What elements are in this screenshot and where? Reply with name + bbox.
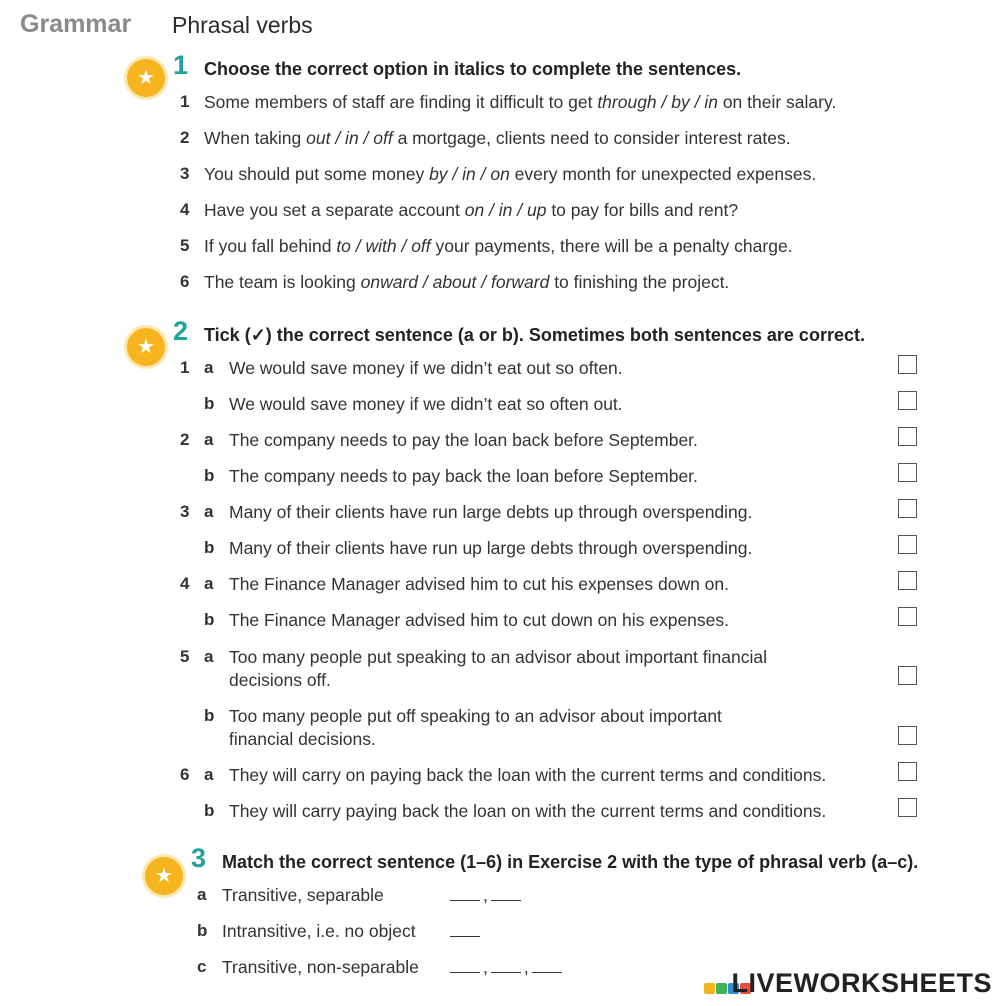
sentence: The Finance Manager advised him to cut down on his expenses. — [229, 610, 730, 630]
sentence-start: If you fall behind — [204, 236, 337, 256]
option-letter: a — [204, 358, 214, 377]
option-letter: b — [204, 610, 215, 629]
sentence-end: on their salary. — [717, 92, 837, 112]
option-letter: b — [204, 706, 215, 725]
italic-options[interactable]: out / in / off — [306, 128, 393, 148]
option-letter: b — [204, 394, 215, 413]
italic-options[interactable]: by / in / on — [429, 164, 510, 184]
exercise-2-number: 2 — [173, 316, 189, 346]
sentence-continued: financial decisions. — [229, 729, 376, 749]
sentence: The company needs to pay back the loan before September. — [229, 466, 698, 486]
type-label: Transitive, separable — [222, 885, 384, 905]
star-icon: ★ — [127, 59, 165, 97]
italic-options[interactable]: through / by / in — [597, 92, 718, 112]
answer-blank[interactable] — [450, 936, 480, 937]
item-number: 1 — [180, 358, 190, 377]
sentence-end: your payments, there will be a penalty charge. — [430, 236, 793, 256]
sentence: Too many people put off speaking to an advisor about important — [229, 706, 722, 726]
separator: , — [483, 885, 488, 905]
tick-checkbox[interactable] — [898, 798, 917, 817]
item-number: 5 — [180, 236, 190, 255]
type-letter: a — [197, 885, 207, 904]
sentence: Many of their clients have run large debts up through overspending. — [229, 502, 753, 522]
type-label: Transitive, non-separable — [222, 957, 419, 977]
italic-options[interactable]: onward / about / forward — [360, 272, 550, 292]
tick-checkbox[interactable] — [898, 535, 917, 554]
tick-checkbox[interactable] — [898, 427, 917, 446]
italic-options[interactable]: to / with / off — [336, 236, 431, 256]
sentence: Too many people put speaking to an advisor about important financial — [229, 647, 767, 667]
option-letter: a — [204, 574, 214, 593]
sentence — [204, 128, 791, 149]
sentence: We would save money if we didn’t eat so often out. — [229, 394, 623, 414]
answer-blank[interactable] — [491, 972, 521, 973]
sentence: They will carry paying back the loan on with the current terms and conditions. — [229, 801, 827, 821]
type-label: Intransitive, i.e. no object — [222, 921, 416, 941]
sentence-start: Some members of staff are finding it difficult to get — [204, 92, 598, 112]
item-number: 3 — [180, 164, 190, 183]
option-letter: a — [204, 765, 214, 784]
option-letter: b — [204, 538, 215, 557]
answer-blank[interactable] — [450, 900, 480, 901]
item-number: 4 — [180, 200, 190, 219]
answer-blank[interactable] — [491, 900, 521, 901]
option-letter: a — [204, 430, 214, 449]
item-number: 6 — [180, 765, 190, 784]
italic-options[interactable]: on / in / up — [464, 200, 547, 220]
sentence: The company needs to pay the loan back before September. — [229, 430, 698, 450]
option-letter: b — [204, 801, 215, 820]
section-label: Grammar — [20, 10, 132, 38]
answer-blank[interactable] — [450, 972, 480, 973]
sentence: Many of their clients have run up large debts through overspending. — [229, 538, 753, 558]
sentence-start: The team is looking — [204, 272, 361, 292]
sentence: We would save money if we didn’t eat out so often. — [229, 358, 623, 378]
tick-checkbox[interactable] — [898, 391, 917, 410]
sentence: The Finance Manager advised him to cut his expenses down on. — [229, 574, 730, 594]
item-number: 4 — [180, 574, 190, 593]
item-number: 2 — [180, 128, 190, 147]
sentence-end: every month for unexpected expenses. — [509, 164, 817, 184]
tick-checkbox[interactable] — [898, 571, 917, 590]
separator: , — [523, 957, 529, 977]
sentence — [204, 272, 729, 293]
type-letter: b — [197, 921, 208, 940]
tick-checkbox[interactable] — [898, 607, 917, 626]
star-icon: ★ — [127, 328, 165, 366]
item-number: 1 — [180, 92, 190, 111]
sentence-continued: decisions off. — [229, 670, 331, 690]
logo-text: LIVEWORKSHEETS — [731, 968, 992, 998]
exercise-1-number: 1 — [173, 50, 189, 80]
item-number: 5 — [180, 647, 190, 666]
sentence — [204, 200, 738, 221]
answer-blank[interactable] — [532, 972, 562, 973]
sentence-end: a mortgage, clients need to consider interest rates. — [392, 128, 791, 148]
sentence-start: When taking — [204, 128, 307, 148]
sentence-end: to pay for bills and rent? — [546, 200, 739, 220]
tick-checkbox[interactable] — [898, 666, 917, 685]
sentence — [204, 236, 793, 257]
exercise-2-instruction: Tick (✓) the correct sentence (a or b). Sometimes both sentences are correct. — [204, 325, 865, 345]
exercise-1-instruction: Choose the correct option in italics to complete the sentences. — [204, 59, 742, 79]
sentence — [204, 92, 836, 113]
sentence-start: Have you set a separate account — [204, 200, 465, 220]
exercise-3-number: 3 — [191, 843, 207, 873]
answer-blanks — [450, 885, 521, 906]
logo-mark-icon — [704, 971, 728, 995]
sentence-end: to finishing the project. — [549, 272, 730, 292]
star-icon: ★ — [145, 857, 183, 895]
sentence — [204, 164, 816, 185]
page-title: Phrasal verbs — [172, 12, 313, 38]
exercise-3-instruction: Match the correct sentence (1–6) in Exercise 2 with the type of phrasal verb (a–c). — [222, 852, 919, 872]
sentence: They will carry on paying back the loan with the current terms and conditions. — [229, 765, 827, 785]
liveworksheets-logo — [704, 968, 992, 999]
option-letter: a — [204, 502, 214, 521]
tick-checkbox[interactable] — [898, 499, 917, 518]
type-letter: c — [197, 957, 207, 976]
tick-checkbox[interactable] — [898, 726, 917, 745]
tick-checkbox[interactable] — [898, 355, 917, 374]
item-number: 6 — [180, 272, 190, 291]
item-number: 2 — [180, 430, 190, 449]
option-letter: b — [204, 466, 215, 485]
tick-checkbox[interactable] — [898, 463, 917, 482]
item-number: 3 — [180, 502, 190, 521]
answer-blanks — [450, 957, 562, 978]
option-letter: a — [204, 647, 214, 666]
answer-blanks — [450, 921, 480, 942]
sentence-start: You should put some money — [204, 164, 430, 184]
tick-checkbox[interactable] — [898, 762, 917, 781]
separator: , — [483, 957, 488, 977]
